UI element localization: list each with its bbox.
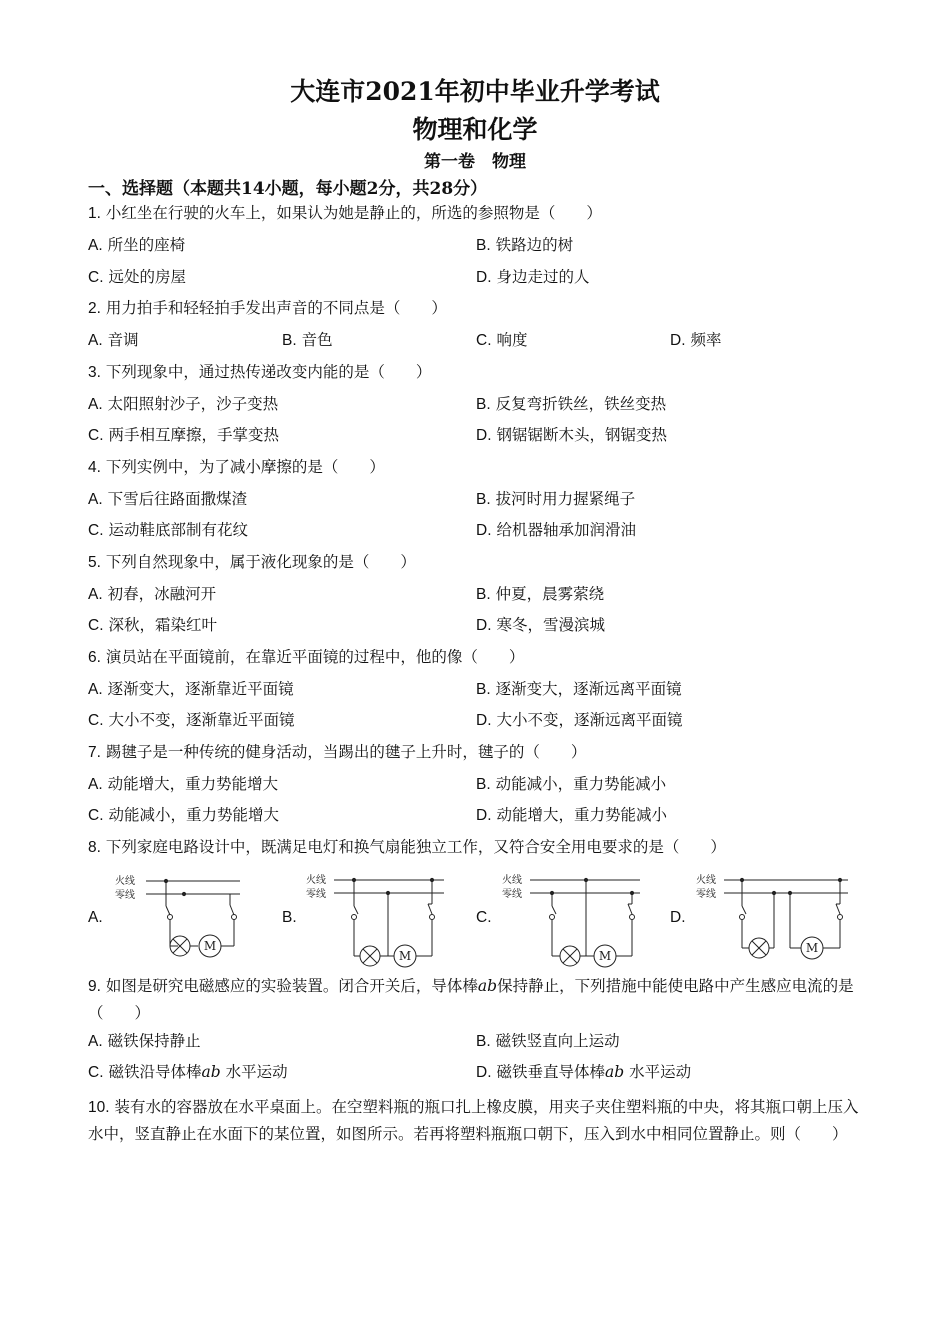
option-8a-label: A. [88,909,103,926]
option-5a: A. 初春，冰融河开 [88,585,217,603]
question-7: 7. 踢毽子是一种传统的健身活动，当踢出的毽子上升时，毽子的（ ） [88,743,587,761]
motor-label: M [398,949,412,963]
circuit-diagram-d [694,868,850,972]
option-7b: B. 动能减小，重力势能减小 [476,775,667,793]
option-3c: C. 两手相互摩擦，手掌变热 [88,426,279,444]
circuit-diagram-b [304,868,446,972]
option-6d: D. 大小不变，逐渐远离平面镜 [476,711,683,729]
live-wire-label: 火线 [502,875,522,886]
option-4b: B. 拔河时用力握紧绳子 [476,490,636,508]
option-3b: B. 反复弯折铁丝，铁丝变热 [476,395,667,413]
question-10: 10. 装有水的容器放在水平桌面上。在空塑料瓶的瓶口扎上橡皮膜，用夹子夹住塑料瓶的中央，将其瓶口朝上压入水中，竖直静止在水面下的某位置，如图所示。若再将塑料瓶瓶口朝下，压入到水中相同位置静止。则（ ） [88,1098,859,1143]
option-9a: A. 磁铁保持静止 [88,1032,201,1050]
motor-label: M [203,939,217,953]
question-9: 9. 如图是研究电磁感应的实验装置。闭合开关后，导体棒ab保持静止，下列措施中能使电路中产生感应电流的是（ ） [88,977,854,1022]
option-4c: C. 运动鞋底部制有花纹 [88,521,248,539]
live-wire-label: 火线 [696,875,716,886]
option-1c: C. 远处的房屋 [88,268,186,286]
option-4a: A. 下雪后往路面撒煤渣 [88,490,248,508]
option-3d: D. 钢锯锯断木头，钢锯变热 [476,426,667,444]
option-5c: C. 深秋，霜染红叶 [88,616,217,634]
option-2d: D. 频率 [670,331,722,349]
option-9c: C. 磁铁沿导体棒ab 水平运动 [88,1063,288,1081]
neutral-wire-label: 零线 [696,889,716,900]
question-6: 6. 演员站在平面镜前，在靠近平面镜的过程中，他的像（ ） [88,648,525,666]
question-4: 4. 下列实例中，为了减小摩擦的是（ ） [88,458,385,476]
option-8b-label: B. [282,909,297,926]
option-6a: A. 逐渐变大，逐渐靠近平面镜 [88,680,294,698]
section-title: 一、选择题（本题共14小题，每小题2分，共28分） [88,179,488,199]
circuit-diagram-a [112,872,242,964]
option-6b: B. 逐渐变大，逐渐远离平面镜 [476,680,682,698]
option-2b: B. 音色 [282,331,333,349]
option-7a: A. 动能增大，重力势能增大 [88,775,279,793]
neutral-wire-label: 零线 [306,889,326,900]
volume-title: 第一卷 物理 [424,152,526,172]
live-wire-label: 火线 [306,875,326,886]
option-8c-label: C. [476,909,492,926]
option-1a: A. 所坐的座椅 [88,236,186,254]
option-3a: A. 太阳照射沙子，沙子变热 [88,395,279,413]
motor-label: M [805,941,819,955]
option-9b: B. 磁铁竖直向上运动 [476,1032,620,1050]
option-2c: C. 响度 [476,331,528,349]
option-8d-label: D. [670,909,686,926]
question-8: 8. 下列家庭电路设计中，既满足电灯和换气扇能独立工作，又符合安全用电要求的是（ ） [88,838,726,856]
question-5: 5. 下列自然现象中，属于液化现象的是（ ） [88,553,416,571]
neutral-wire-label: 零线 [115,890,135,901]
option-6c: C. 大小不变，逐渐靠近平面镜 [88,711,295,729]
live-wire-label: 火线 [115,876,135,887]
option-1b: B. 铁路边的树 [476,236,574,254]
option-7d: D. 动能增大，重力势能减小 [476,806,667,824]
exam-subtitle: 物理和化学 [412,115,538,144]
option-7c: C. 动能减小，重力势能增大 [88,806,279,824]
option-4d: D. 给机器轴承加润滑油 [476,521,636,539]
neutral-wire-label: 零线 [502,889,522,900]
motor-label: M [598,949,612,963]
option-2a: A. 音调 [88,331,139,349]
option-5b: B. 仲夏，晨雾萦绕 [476,585,605,603]
option-9d: D. 磁铁垂直导体棒ab 水平运动 [476,1063,692,1081]
option-1d: D. 身边走过的人 [476,268,590,286]
question-1: 1. 小红坐在行驶的火车上，如果认为她是静止的，所选的参照物是（ ） [88,204,602,222]
circuit-diagram-c [500,868,642,972]
exam-title: 大连市2021年初中毕业升学考试 [290,77,660,106]
question-2: 2. 用力拍手和轻轻拍手发出声音的不同点是（ ） [88,299,447,317]
option-5d: D. 寒冬，雪漫滨城 [476,616,605,634]
question-3: 3. 下列现象中，通过热传递改变内能的是（ ） [88,363,432,381]
